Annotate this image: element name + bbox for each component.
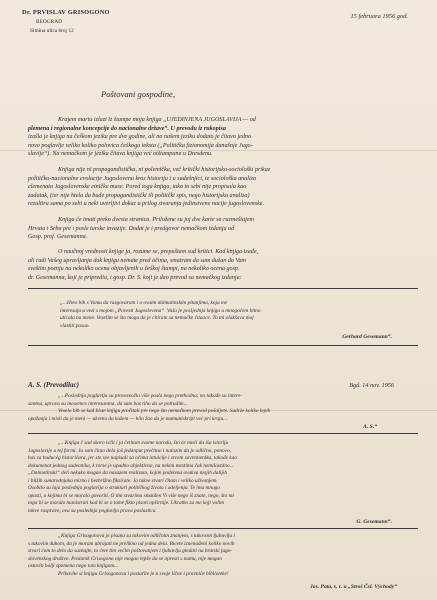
quote-translator (28, 393, 418, 423)
text-line: političko-nacionalne evolucije Jugoslovena kroz historiju i u sadašnjici, te sociološka analiza (28, 175, 257, 182)
text-line: Pribavite si knjigu Grisogonovu i postarite je u svoje lične i pravniće biblioteke! (58, 570, 229, 577)
signature-gesemann-2: G. Gesemann“. (356, 519, 392, 525)
text-line: uticala na mene. Veselim se što mogu da je citiram sa nemačke čitaoce. To mi olakšava moj (60, 315, 254, 321)
text-line: i bližih sunarodnjaka mirno i bezbrižno fiksirate. Ja takve stvari čitam i veliko uživanjem. (28, 477, 218, 484)
text-line: O naučnoj vrednosti knjige ja, rozume se, prepuštam sud kritici. Kad knjiga izađe, (58, 249, 259, 255)
text-line: interesuju u vezi s mojom „Povesti Jugoslovena“. Vaša je posljednja knjiga u mnogočem bitno (60, 307, 261, 314)
text-line: „...Knjiga č sad skoro isčit i ja četitam svome narodu, što će moći da iša istoriju (58, 440, 229, 446)
text-line: dokumenat jednog sudeonika, k torse je upadno objektivno, na nekim mestima čak nemilosrdno... (28, 462, 234, 469)
text-line: bas za buducég historičara, jer ste sve napisali sa očima intuicije i srcem savremenika, takođe kao (28, 455, 237, 461)
text-line: „Dalmatinski“ deli nekako mogao da nasuzem realizam, kojim podelena ovakva mojih dalijih (28, 470, 228, 476)
divider (28, 288, 418, 289)
text-line: Gosp. prof. Gesemanna. (28, 234, 88, 241)
text-line: vlastiti posao. (60, 322, 90, 329)
text-line: „Knjiga Grisogonova je pisana sa takovim odličnim znanjem, s takovom ljubavlju i (58, 533, 235, 539)
quote-gesemann-2 (28, 440, 418, 515)
text-line: Jugoslavije u tej formi. Ja sam čitao dela još jedanput prečitao i nalazim da je odlično, ponovo, (28, 447, 231, 454)
text-line: slovenskog društvo. Poslanik Grisogono nije mogao lepše da se opresti s namu, nije mogao (28, 555, 222, 562)
paragraph-book-description (28, 166, 418, 209)
text-line: Knjiga će imati preko dvesta stranica. Priložene su joj dve karte sa razmeštajem (58, 217, 254, 223)
text-line: plemena i regionalne koncepcije do nacionalne države“. U prevodu iz rukopisa (28, 125, 226, 132)
divider (28, 345, 418, 346)
sender-city: BEOGRAD (36, 19, 63, 25)
text-line: elemenata Jugoslovenske etničke mase. Pored toga knjiga, tako to sebi nije propisala kao (28, 184, 247, 191)
text-line: izašla je knjiga na češkom jeziku pre dve godine, ali na našem jeziku dodato je čitavo jedno (28, 134, 251, 141)
text-line: Hrvata i Srba pre i posle turske invazije. Dodat je i predgovor nemačkom izdanju od (28, 225, 235, 232)
text-line: novo poglavlje veliko koliko polovica češkoga teksta („Politička fizionomija današnje Jugo- (28, 142, 253, 149)
signature-gesemann: Gerhard Gesemann“. (342, 334, 392, 340)
text-line: Osobito su laja poslednja poglavlja o strukturi političkog života i odeljenja. Te ima mnogo (28, 485, 220, 491)
signature-translator: A. S.“ (363, 424, 377, 430)
paragraph-book-announcement (28, 116, 418, 159)
sender-name: Dr. PRVISLAV GRISOGONO (22, 9, 110, 16)
text-line: s takovim duhom, da je moram ubrajati ne prelikno od jedna dela. Bicete iznenađeni koliko novih (28, 540, 235, 547)
text-line: stvari ćam to delo da saznajte, to ćete tim većim poštovanjem i ljubavlju gledati na bratski jugo- (28, 548, 233, 554)
sender-address: Simina ulica broj 12 (30, 28, 74, 34)
divider (28, 433, 418, 434)
text-line: Knjiga nije ni propagandistička, ni polemička, več kritički historijsko-sociološki prikaz (58, 167, 271, 173)
text-line: slavije“). Na nemačkom je jezika čitava knjiga već otštampana u Dresdenu. (28, 151, 213, 158)
divider (28, 528, 418, 529)
text-line: santna, uprava su inosemce interesantna, da sam bas tiho da se potrudim... (28, 400, 188, 407)
text-line: opažanja i misli da je meni — ukreno da kažem — bilo žao da je mamuniskript već pri kraju... (28, 415, 228, 422)
quote-gesemann-1 (60, 300, 410, 330)
text-line: takve rasprave, ova su poslednja poglavlja prava poslastica. (28, 507, 157, 514)
text-line: Veselo bih se kad biste knjigu pročitali pre nego što nemačkom prevod pošaljete. Sadrže koliko lepih (58, 408, 271, 414)
text-line: „...Poslednja poglavlja su provezeožla više posla nego prethodna; no takođe su intere- (58, 393, 242, 399)
text-line: Krajem marta izlazi iz štampe moja knjiga „UJEDINJENA JUGOSLAVIJA — od (58, 117, 256, 123)
text-line: toga bi se moralo manistrati kad bi se o tome fikto pisoti opširnije. Ukratko za me koji volim (28, 500, 224, 506)
translator-heading: A. S. (Prevodilac) (28, 381, 79, 389)
paragraph-reviews-intro (28, 248, 418, 282)
text-line: „...Hteo bih s Vama da razgovaram i o ovaim dalmatinskim pitanjima, koja me (60, 300, 228, 306)
text-line: sveštim poznju na nekoliko ocena objavljenih u češkoj štampi, na nekoliko ocena gosp. (28, 266, 240, 273)
text-line: ostaviti bolji spomena nego tom knjigom... (28, 563, 119, 569)
text-line: opasti, o kojima bi se moralo govoriti. O tim stvarima smatđen Vi više nego iš znate, nego, što mi (28, 492, 234, 499)
text-line: dr. Gesemanna, koji je pripredio, i gosp. Dr. S. koji je dao prevod sa nemačkog izdanja: (28, 274, 242, 281)
quote-pata (28, 533, 418, 578)
signature-pata: Jos. Pata, s. r. u „Stroš Čsl. Východy“ (309, 584, 397, 590)
text-line: zadatak, (ier nije htela da bude propagandistički ili politički spis, nego historijska analiza) (28, 192, 250, 199)
text-line: ali radi Vašeg upravljanja dok knjigu nemate pred očima, smatram da sam dužan da Vam (28, 257, 246, 264)
translator-date: Bgd. 14 nov. 1956 (349, 382, 394, 389)
paragraph-book-contents (28, 216, 418, 242)
letter-date: 15 februara 1956 god. (350, 13, 408, 20)
greeting: Poštovani gospodine, (101, 89, 175, 99)
text-line: rezultira sama po sebi u neki uverljivi dokaz u prilog stvaranja jedinstvene nacije jugoslovenske. (28, 201, 265, 208)
